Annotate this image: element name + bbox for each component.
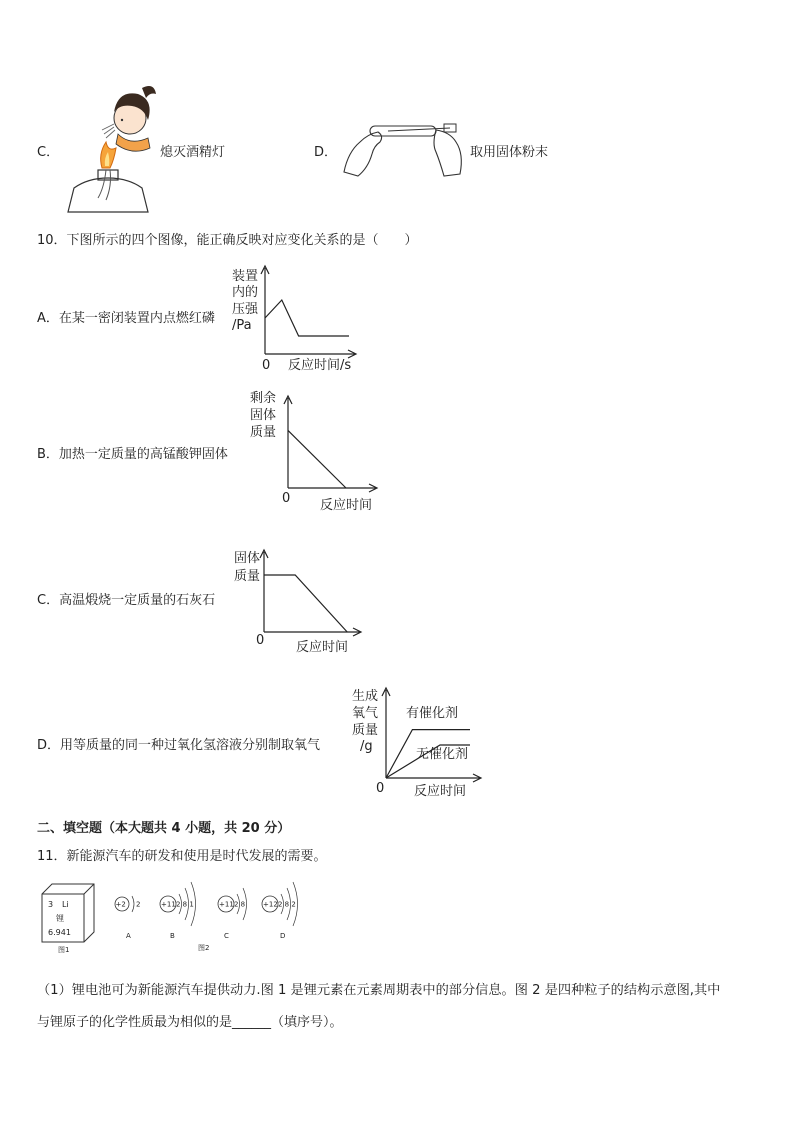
chart-d-series-catalyst-label: 有催化剂 bbox=[406, 706, 459, 721]
figure-1-element-name: 锂 bbox=[56, 914, 64, 923]
particle-d-nucleus: +12 bbox=[263, 900, 278, 909]
chart-a-ylabel-3: 压强 bbox=[232, 302, 259, 317]
chart-d-series-no-catalyst-label: 无催化剂 bbox=[416, 747, 469, 762]
figure-2-caption: 图2 bbox=[198, 944, 210, 952]
particle-b-label: B bbox=[170, 932, 175, 940]
figure-1-atomic-number: 3 bbox=[48, 900, 54, 909]
chart-a-xlabel: 反应时间/s bbox=[288, 358, 352, 373]
particle-d-shells: 2 8 2 bbox=[278, 900, 296, 909]
chart-b-xlabel: 反应时间 bbox=[320, 498, 373, 513]
chart-a bbox=[228, 258, 368, 378]
chart-c bbox=[230, 544, 370, 656]
particle-d-label: D bbox=[280, 932, 286, 940]
particle-b-shells: 2 8 1 bbox=[176, 900, 194, 909]
chart-c-xlabel: 反应时间 bbox=[296, 640, 349, 655]
figure-2-particles bbox=[108, 872, 308, 954]
q9-option-c-text: 熄灭酒精灯 bbox=[160, 145, 226, 160]
chart-a-ylabel-4: /Pa bbox=[232, 318, 252, 333]
q9-option-d-letter: D． bbox=[314, 145, 338, 160]
chart-b-ylabel-3: 质量 bbox=[250, 425, 277, 440]
chart-b bbox=[246, 388, 386, 518]
powder-tube-illustration bbox=[340, 112, 468, 180]
particle-a-nucleus: +2 bbox=[115, 900, 126, 909]
figure-1-periodic-cell bbox=[38, 880, 102, 956]
chart-c-line bbox=[264, 575, 347, 632]
particle-c-label: C bbox=[224, 932, 229, 940]
particle-a-label: A bbox=[126, 932, 131, 940]
particle-b-nucleus: +11 bbox=[161, 900, 176, 909]
particle-a-shells: 2 bbox=[136, 900, 141, 909]
chart-d-origin: 0 bbox=[376, 781, 385, 796]
particle-c-nucleus: +11 bbox=[219, 900, 234, 909]
q11-part1-line1: （1）锂电池可为新能源汽车提供动力.图 1 是锂元素在元素周期表中的部分信息。图 2 是四种粒子的结构示意图,其中 bbox=[37, 983, 721, 998]
q11-stem: 11．新能源汽车的研发和使用是时代发展的需要。 bbox=[37, 849, 327, 864]
chart-a-origin: 0 bbox=[262, 358, 271, 373]
chart-d-ylabel-3: 质量 bbox=[352, 723, 379, 738]
q10-option-a-text: A．在某一密闭装置内点燃红磷 bbox=[37, 311, 215, 326]
chart-d-ylabel-1: 生成 bbox=[352, 689, 379, 704]
q9-option-d-text: 取用固体粉末 bbox=[470, 145, 549, 160]
chart-b-origin: 0 bbox=[282, 491, 291, 506]
particle-a bbox=[115, 896, 140, 940]
chart-c-ylabel-1: 固体 bbox=[234, 551, 261, 566]
chart-d-ylabel-4: /g bbox=[360, 739, 373, 754]
particle-c-shells: 2 8 bbox=[234, 900, 246, 909]
section-2-heading: 二、填空题（本大题共 4 小题，共 20 分） bbox=[37, 821, 291, 836]
chart-c-ylabel-2: 质量 bbox=[234, 569, 261, 584]
figure-1-symbol: Li bbox=[62, 900, 69, 909]
chart-d-xlabel: 反应时间 bbox=[414, 784, 467, 799]
chart-a-ylabel-2: 内的 bbox=[232, 285, 259, 300]
q9-option-c-letter: C． bbox=[37, 145, 60, 160]
q10-option-c-text: C．高温煅烧一定质量的石灰石 bbox=[37, 593, 216, 608]
particle-d bbox=[262, 882, 298, 940]
chart-b-ylabel-1: 剩余 bbox=[250, 391, 277, 406]
chart-d bbox=[350, 682, 490, 802]
q10-stem: 10．下图所示的四个图像，能正确反映对应变化关系的是（ ） bbox=[37, 233, 418, 248]
chart-a-line bbox=[265, 300, 349, 336]
extinguish-lamp-illustration bbox=[58, 78, 158, 218]
chart-b-line bbox=[288, 430, 346, 488]
figure-1-atomic-mass: 6.941 bbox=[48, 928, 71, 937]
q10-option-b-text: B．加热一定质量的高锰酸钾固体 bbox=[37, 447, 228, 462]
chart-d-ylabel-2: 氧气 bbox=[352, 706, 379, 721]
particle-c bbox=[198, 888, 247, 952]
figure-1-caption: 图1 bbox=[58, 946, 70, 954]
particle-b bbox=[160, 882, 196, 940]
q10-option-d-text: D．用等质量的同一种过氧化氢溶液分别制取氧气 bbox=[37, 738, 321, 753]
chart-b-ylabel-2: 固体 bbox=[250, 408, 277, 423]
chart-c-origin: 0 bbox=[256, 633, 265, 648]
q11-part1-line2: 与锂原子的化学性质最为相似的是______（填序号）。 bbox=[37, 1015, 343, 1030]
chart-a-ylabel-1: 装置 bbox=[232, 269, 259, 284]
